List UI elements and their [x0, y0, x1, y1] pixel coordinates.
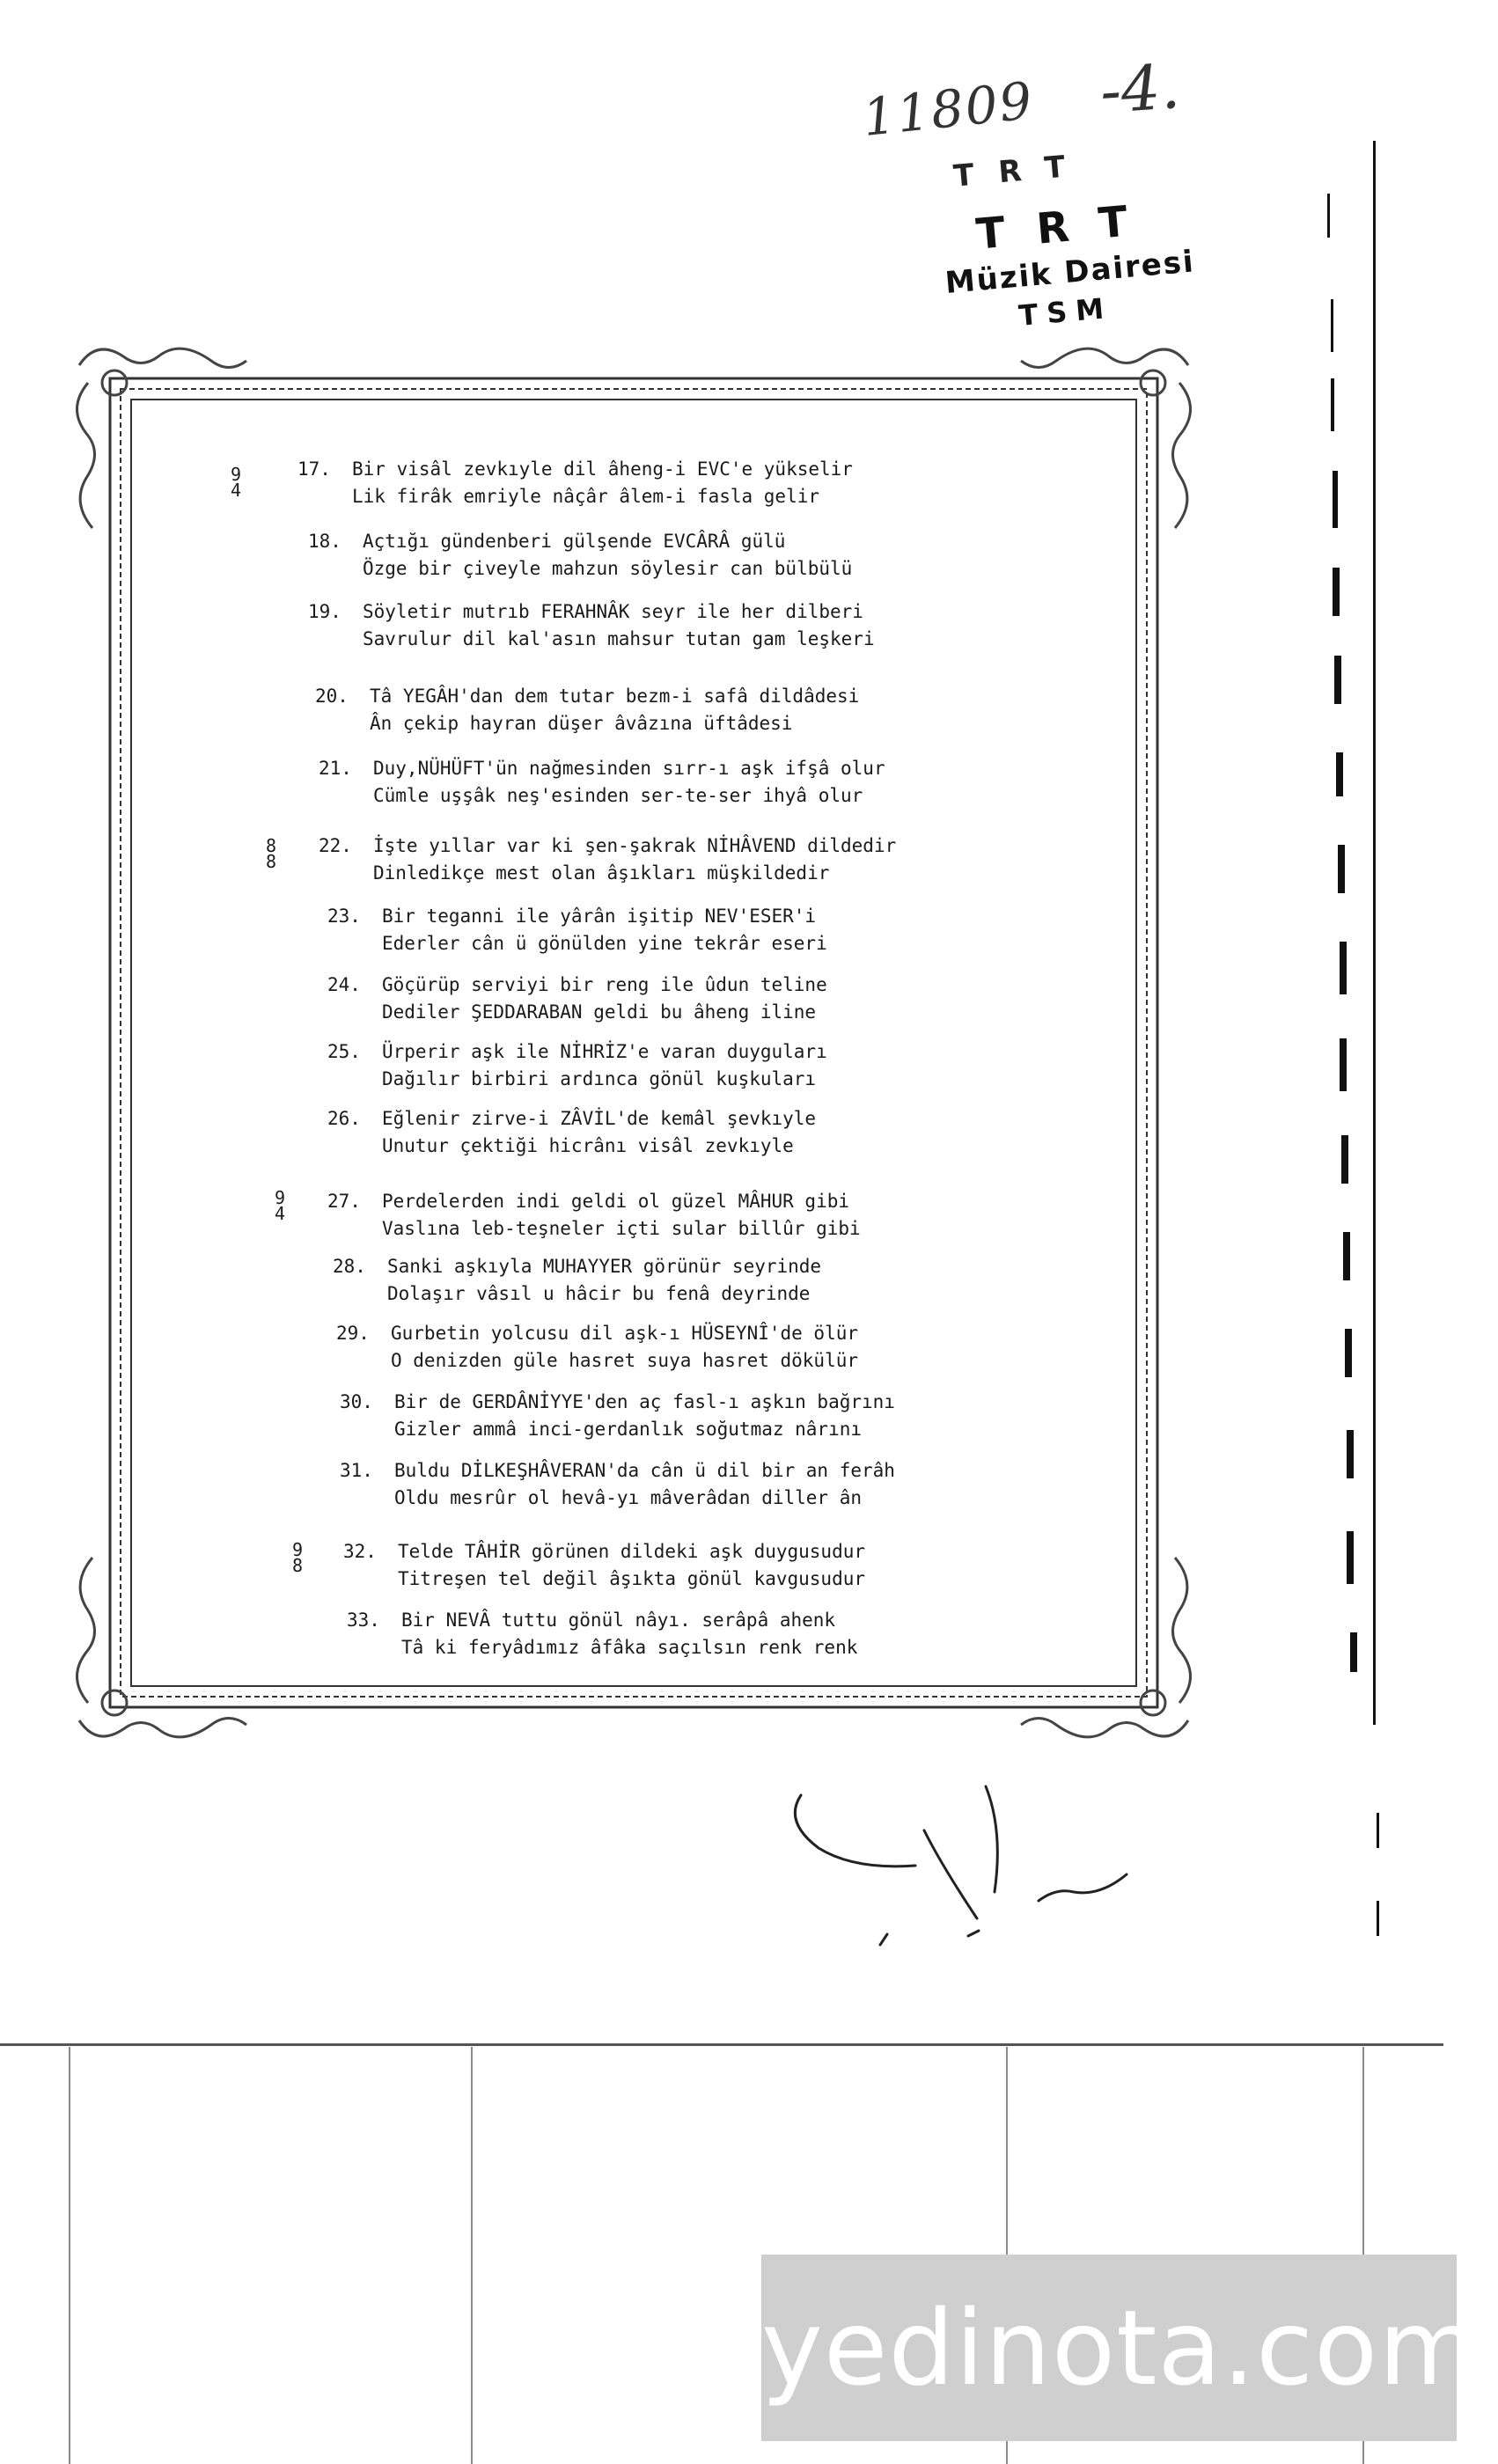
verse-line: Bir de GERDÂNİYYE'den aç fasl-ı aşkın bağrını: [394, 1391, 895, 1412]
verse-line: Dediler ŞEDDARABAN geldi bu âheng iline: [382, 1001, 817, 1023]
verse-number: 19.: [308, 601, 341, 622]
verse-line: Cümle uşşâk neş'esinden ser-te-ser ihyâ olur: [373, 785, 863, 806]
meter-mark: [292, 1539, 304, 1576]
verse-line: Eğlenir zirve-i ZÂVİL'de kemâl şevkıyle: [382, 1108, 817, 1129]
verse-line: Ederler cân ü gönülden yine tekrâr eseri: [382, 933, 827, 954]
verse-31: [340, 1457, 895, 1512]
watermark-box: [761, 2255, 1481, 2441]
verse-line: Bir NEVÂ tuttu gönül nâyı. serâpâ ahenk: [401, 1610, 836, 1631]
verse-line: Dolaşır vâsıl u hâcir bu fenâ deyrinde: [387, 1283, 811, 1304]
verse-number: 29.: [336, 1323, 370, 1344]
meter-bottom: 8: [266, 851, 277, 872]
verse-32: [343, 1538, 866, 1593]
verse-24: [327, 972, 827, 1026]
strip-line: [471, 2047, 473, 2464]
verse-33: [347, 1607, 858, 1661]
trt-stamp: [915, 121, 1215, 356]
verse-23: [327, 903, 827, 957]
verse-20: [315, 683, 860, 737]
verse-line: Tâ ki feryâdımız âfâka saçılsın renk renk: [401, 1637, 858, 1658]
meter-top: 9: [292, 1539, 304, 1560]
meter-mark: [275, 1187, 286, 1224]
verse-number: 20.: [315, 686, 349, 707]
verse-line: Buldu DİLKEŞHÂVERAN'da cân ü dil bir an ferâh: [394, 1460, 895, 1481]
archive-number: 11809: [859, 70, 1037, 148]
verse-number: 25.: [327, 1041, 361, 1062]
verse-number: 23.: [327, 906, 361, 927]
signature: [775, 1769, 1232, 1971]
verse-line: Oldu mesrûr ol hevâ-yı mâverâdan diller ân: [394, 1487, 863, 1508]
verse-29: [336, 1320, 859, 1375]
verse-line: İşte yıllar var ki şen-şakrak NİHÂVEND dildedir: [373, 835, 897, 856]
verse-line: Açtığı gündenberi gülşende EVCÂRÂ gülü: [363, 531, 786, 552]
verse-line: O denizden güle hasret suya hasret dökülür: [391, 1350, 859, 1371]
watermark-text: yedinota.com: [761, 2287, 1481, 2409]
verse-line: Perdelerden indi geldi ol güzel MÂHUR gibi: [382, 1191, 850, 1212]
meter-bottom: 4: [231, 480, 242, 501]
verse-line: Duy,NÜHÜFT'ün nağmesinden sırr-ı aşk ifşâ olur: [373, 758, 885, 779]
verse-line: Titreşen tel değil âşıkta gönül kavgusudur: [398, 1568, 866, 1589]
verse-line: Tâ YEGÂH'dan dem tutar bezm-i safâ dildâdesi: [370, 686, 860, 707]
meter-bottom: 8: [292, 1555, 304, 1576]
meter-top: 8: [266, 835, 277, 856]
strip-line: [69, 2047, 70, 2464]
verse-line: Telde TÂHİR görünen dildeki aşk duygusudur: [398, 1541, 866, 1562]
verse-number: 24.: [327, 974, 361, 995]
meter-mark: [231, 464, 242, 501]
verse-30: [340, 1389, 895, 1443]
verse-17: [297, 456, 853, 510]
verse-line: Sanki aşkıyla MUHAYYER görünür seyrinde: [387, 1256, 822, 1277]
verse-18: [308, 528, 853, 583]
verse-number: 30.: [340, 1391, 373, 1412]
verse-number: 33.: [347, 1610, 380, 1631]
verse-line: Ân çekip hayran düşer âvâzına üftâdesi: [370, 713, 793, 734]
verse-line: Söyletir mutrıb FERAHNÂK seyr ile her dilberi: [363, 601, 863, 622]
page-number: -4.: [1098, 49, 1183, 128]
verse-line: Göçürüp serviyi bir reng ile ûdun teline: [382, 974, 827, 995]
verse-line: Savrulur dil kal'asın mahsur tutan gam leşkeri: [363, 628, 875, 649]
verse-line: Ürperir aşk ile NİHRİZ'e varan duyguları: [382, 1041, 827, 1062]
verse-number: 26.: [327, 1108, 361, 1129]
verse-21: [319, 755, 885, 810]
meter-bottom: 4: [275, 1203, 286, 1224]
verse-line: Dağılır birbiri ardınca gönül kuşkuları: [382, 1068, 817, 1089]
stamp-trt-letters: TRT: [973, 194, 1162, 260]
verse-line: Bir teganni ile yârân işitip NEV'ESER'i: [382, 906, 817, 927]
verse-line: Gizler ammâ inci-gerdanlık soğutmaz nârını: [394, 1419, 863, 1440]
verse-line: Gurbetin yolcusu dil aşk-ı HÜSEYNÎ'de ölür: [391, 1323, 859, 1344]
verse-line: Bir visâl zevkıyle dil âheng-i EVC'e yükselir: [352, 458, 853, 480]
verse-number: 18.: [308, 531, 341, 552]
verse-number: 28.: [333, 1256, 366, 1277]
verse-26: [327, 1105, 817, 1160]
verse-line: Dinledikçe mest olan âşıkları müşkildedir: [373, 862, 830, 884]
meter-top: 9: [231, 464, 242, 485]
verse-number: 27.: [327, 1191, 361, 1212]
verse-number: 32.: [343, 1541, 377, 1562]
stamp-department: Müzik Dairesi: [944, 244, 1197, 301]
meter-mark: [266, 835, 277, 872]
verse-line: Özge bir çiveyle mahzun söylesir can bülbülü: [363, 558, 853, 579]
verse-28: [333, 1253, 822, 1308]
verse-19: [308, 598, 875, 653]
verse-line: Vaslına leb-teşneler içti sular billûr gibi: [382, 1218, 861, 1239]
verse-number: 31.: [340, 1460, 373, 1481]
verse-27: [327, 1188, 861, 1243]
verse-number: 22.: [319, 835, 352, 856]
verse-line: Unutur çektiği hicrânı visâl zevkıyle: [382, 1135, 794, 1156]
verse-line: Lik firâk emriyle nâçâr âlem-i fasla gelir: [352, 486, 820, 507]
stamp-unit: TSM: [1017, 290, 1114, 333]
verse-22: [319, 832, 897, 887]
verse-number: 21.: [319, 758, 352, 779]
page-bottom-edge: [0, 2043, 1443, 2046]
meter-top: 9: [275, 1187, 286, 1208]
verse-25: [327, 1038, 827, 1093]
verse-number: 17.: [297, 458, 331, 480]
stamp-top-text: TRT: [951, 147, 1091, 194]
